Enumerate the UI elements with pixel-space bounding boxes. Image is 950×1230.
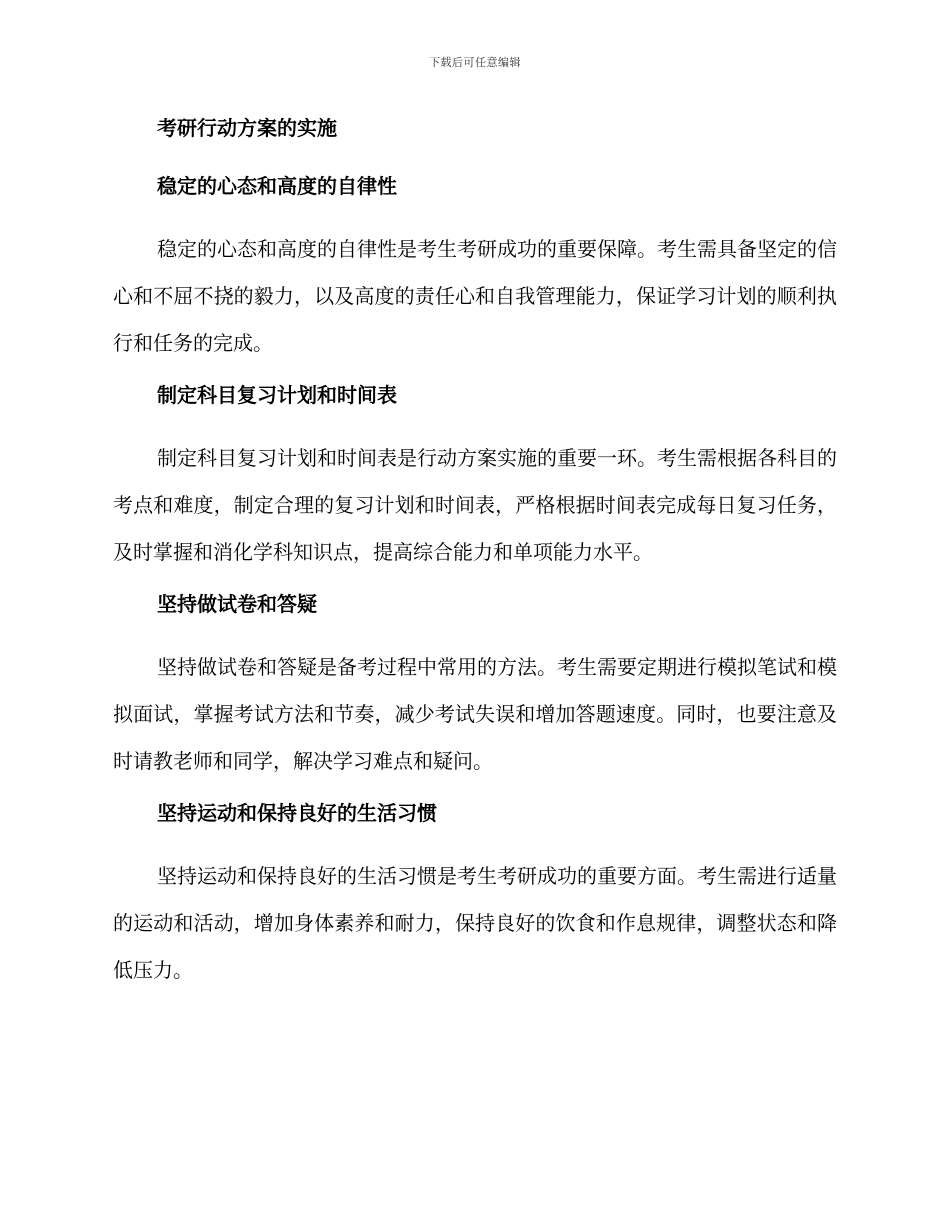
section-heading-study-plan: 制定科目复习计划和时间表 (157, 383, 397, 407)
section-body-exercise-habits: 坚持运动和保持良好的生活习惯是考生考研成功的重要方面。考生需进行适量的运动和活动，增加身体素养和耐力，保持良好的饮食和作息规律，调整状态和降低压力。 (113, 864, 837, 982)
document-content (113, 110, 837, 1004)
document-title: 考研行动方案的实施 (157, 116, 337, 140)
section-heading-practice-tests: 坚持做试卷和答疑 (157, 592, 317, 616)
section-heading-exercise-habits: 坚持运动和保持良好的生活习惯 (157, 801, 437, 825)
section-body-practice-tests: 坚持做试卷和答疑是备考过程中常用的方法。考生需要定期进行模拟笔试和模拟面试，掌握考试方法和节奏，减少考试失误和增加答题速度。同时，也要注意及时请教老师和同学，解决学习难点和疑问。 (113, 655, 837, 773)
section-body-study-plan: 制定科目复习计划和时间表是行动方案实施的重要一环。考生需根据各科目的考点和难度，制定合理的复习计划和时间表，严格根据时间表完成每日复习任务，及时掌握和消化学科知识点，提高综合能力和单项能力水平。 (113, 446, 837, 564)
section-body-self-discipline: 稳定的心态和高度的自律性是考生考研成功的重要保障。考生需具备坚定的信心和不屈不挠的毅力，以及高度的责任心和自我管理能力，保证学习计划的顺利执行和任务的完成。 (113, 237, 837, 355)
header-note: 下载后可任意编辑 (429, 56, 521, 69)
section-heading-self-discipline: 稳定的心态和高度的自律性 (157, 174, 397, 198)
